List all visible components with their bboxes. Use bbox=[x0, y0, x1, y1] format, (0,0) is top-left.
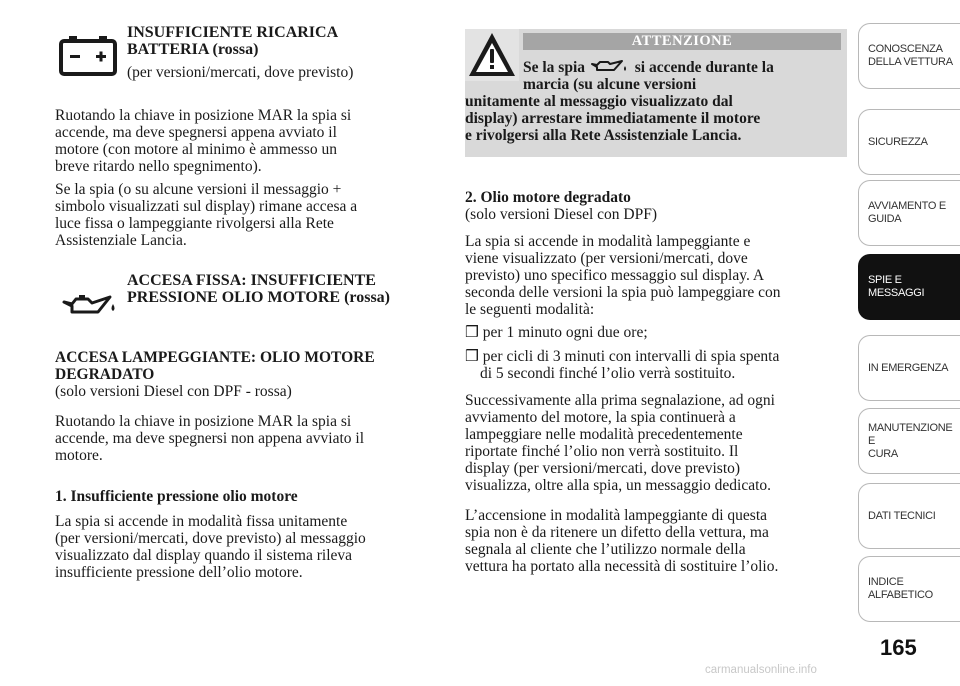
text-line: avviamento del motore, la spia continuerà a bbox=[465, 409, 736, 426]
text-line: Successivamente alla prima segnalazione, ad ogni bbox=[465, 392, 775, 409]
oil-pressure-inline-icon bbox=[589, 59, 631, 73]
oil-pressure-title bbox=[127, 272, 390, 306]
checkbox-bullet-icon: ❒ bbox=[465, 324, 479, 341]
tab-manutenzione[interactable] bbox=[858, 408, 960, 474]
tab-dati-tecnici[interactable] bbox=[858, 483, 960, 549]
page-number: 165 bbox=[880, 635, 917, 660]
text-line: vettura ha portato alla necessità di sostituire l’olio. bbox=[465, 558, 779, 575]
text-line: breve ritardo nello spegnimento). bbox=[55, 158, 262, 175]
section-2-heading-block bbox=[465, 189, 850, 223]
text-line: simbolo visualizzati sul display) rimane accesa a bbox=[55, 198, 358, 215]
tab-label: SPIE E MESSAGGI bbox=[868, 274, 925, 299]
text-span: si accende durante la bbox=[634, 59, 774, 76]
text-line: visualizza, oltre alla spia, un messaggio dedicato. bbox=[465, 477, 772, 494]
text-line: seconda delle versioni la spia può lampeggiare con bbox=[465, 284, 781, 301]
warning-text bbox=[465, 59, 843, 144]
text-line: (per versioni/mercati, dove previsto) al messaggio bbox=[55, 530, 366, 547]
text-line: spia non è da ritenere un difetto della vettura, ma bbox=[465, 524, 769, 541]
oil-blink-paragraph bbox=[55, 413, 445, 464]
text-line: motore. bbox=[55, 447, 103, 464]
tab-label: GUIDA bbox=[868, 213, 902, 225]
warning-box bbox=[465, 29, 847, 157]
tab-conoscenza[interactable] bbox=[858, 23, 960, 89]
watermark-text: carmanualsonline.info bbox=[705, 664, 817, 676]
warning-line-5: e rivolgersi alla Rete Assistenziale Lancia. bbox=[465, 127, 742, 144]
text-line: le seguenti modalità: bbox=[465, 301, 595, 318]
tab-label: MANUTENZIONE E bbox=[868, 421, 953, 447]
text-line: riportate finché l’olio non verrà sostituito. Il bbox=[465, 443, 739, 460]
text-span: Se la spia bbox=[523, 59, 586, 76]
battery-title bbox=[127, 24, 338, 58]
oil-title-line1: ACCESA FISSA: INSUFFICIENTE bbox=[127, 272, 376, 289]
text-line: lampeggiare nelle modalità precedentemente bbox=[465, 426, 743, 443]
tab-label: DATI TECNICI bbox=[868, 509, 936, 522]
text-line: insufficiente pressione dell’olio motore. bbox=[55, 564, 303, 581]
text-span: per 1 minuto ogni due ore; bbox=[482, 324, 648, 341]
section-2-subtitle: (solo versioni Diesel con DPF) bbox=[465, 206, 658, 223]
text-line: display (per versioni/mercati, dove previsto) bbox=[465, 460, 741, 477]
text-line: Ruotando la chiave in posizione MAR la spia si bbox=[55, 413, 352, 430]
bullet-item-2-cont: di 5 secondi finché l’olio verrà sostituito. bbox=[480, 365, 736, 382]
warning-line-2: marcia (su alcune versioni bbox=[523, 76, 697, 93]
text-line: (solo versioni Diesel con DPF - rossa) bbox=[55, 383, 292, 400]
text-line: Se la spia (o su alcune versioni il messaggio + bbox=[55, 181, 342, 198]
section-2-paragraph-2 bbox=[465, 392, 850, 494]
text-line: DEGRADATO bbox=[55, 366, 155, 383]
section-1-heading: 1. Insufficiente pressione olio motore bbox=[55, 488, 298, 505]
bullet-item-1 bbox=[465, 324, 850, 341]
battery-icon bbox=[57, 32, 119, 82]
section-2-heading: 2. Olio motore degradato bbox=[465, 189, 631, 206]
text-line: segnala al cliente che l’utilizzo normale della bbox=[465, 541, 746, 558]
battery-paragraph-1 bbox=[55, 107, 445, 175]
battery-title-line1: INSUFFICIENTE RICARICA bbox=[127, 24, 339, 41]
tab-label: CONOSCENZA bbox=[868, 43, 943, 55]
battery-paragraph-2 bbox=[55, 181, 445, 249]
bullet-list bbox=[465, 324, 850, 382]
tab-spie-messaggi[interactable] bbox=[858, 254, 960, 320]
tab-label: SICUREZZA bbox=[868, 135, 928, 148]
section-2-paragraph-1 bbox=[465, 233, 850, 318]
section-2-paragraph-3 bbox=[465, 507, 850, 575]
tab-label: IN EMERGENZA bbox=[868, 361, 949, 374]
bullet-item-2 bbox=[465, 348, 850, 365]
text-line: motore (con motore al minimo è ammesso un bbox=[55, 141, 337, 158]
text-line: luce fissa o lampeggiante rivolgersi alla Rete bbox=[55, 215, 334, 232]
text-line: visualizzato dal display quando il sistema rileva bbox=[55, 547, 353, 564]
tab-label: ALFABETICO bbox=[868, 589, 933, 601]
text-line: viene visualizzato (per versioni/mercati, dove bbox=[465, 250, 748, 267]
text-line: accende, ma deve spegnersi appena avviato il bbox=[55, 124, 337, 141]
text-line: previsto) uno specifico messaggio sul display. A bbox=[465, 267, 765, 284]
text-line: La spia si accende in modalità lampeggiante e bbox=[465, 233, 751, 250]
tab-sicurezza[interactable] bbox=[858, 109, 960, 175]
text-line: Ruotando la chiave in posizione MAR la spia si bbox=[55, 107, 352, 124]
text-line: Assistenziale Lancia. bbox=[55, 232, 187, 249]
tab-label: CURA bbox=[868, 447, 898, 460]
chapter-sidebar bbox=[858, 0, 960, 686]
warning-label: ATTENZIONE bbox=[523, 33, 841, 50]
text-line: accende, ma deve spegnersi non appena avviato il bbox=[55, 430, 365, 447]
warning-line-4: display) arrestare immediatamente il motore bbox=[465, 110, 761, 127]
tab-label: INDICE bbox=[868, 576, 904, 588]
tab-label: AVVIAMENTO E bbox=[868, 200, 946, 212]
section-1-paragraph bbox=[55, 513, 445, 581]
text-span: per cicli di 3 minuti con intervalli di spia spenta bbox=[482, 348, 780, 365]
battery-subtitle: (per versioni/mercati, dove previsto) bbox=[127, 64, 354, 81]
battery-title-line2: BATTERIA (rossa) bbox=[127, 41, 259, 58]
warning-line-1 bbox=[465, 59, 843, 76]
text-line: L’accensione in modalità lampeggiante di questa bbox=[465, 507, 768, 524]
checkbox-bullet-icon: ❒ bbox=[465, 348, 479, 365]
tab-emergenza[interactable] bbox=[858, 335, 960, 401]
warning-line-3: unitamente al messaggio visualizzato dal bbox=[465, 93, 733, 110]
tab-avviamento[interactable] bbox=[858, 180, 960, 246]
tab-label: DELLA VETTURA bbox=[868, 56, 953, 68]
oil-blink-title bbox=[55, 349, 445, 400]
oil-pressure-icon bbox=[58, 290, 122, 320]
text-line: ACCESA LAMPEGGIANTE: OLIO MOTORE bbox=[55, 349, 375, 366]
oil-title-line2: PRESSIONE OLIO MOTORE (rossa) bbox=[127, 289, 391, 306]
text-line: La spia si accende in modalità fissa unitamente bbox=[55, 513, 348, 530]
tab-indice[interactable] bbox=[858, 556, 960, 622]
